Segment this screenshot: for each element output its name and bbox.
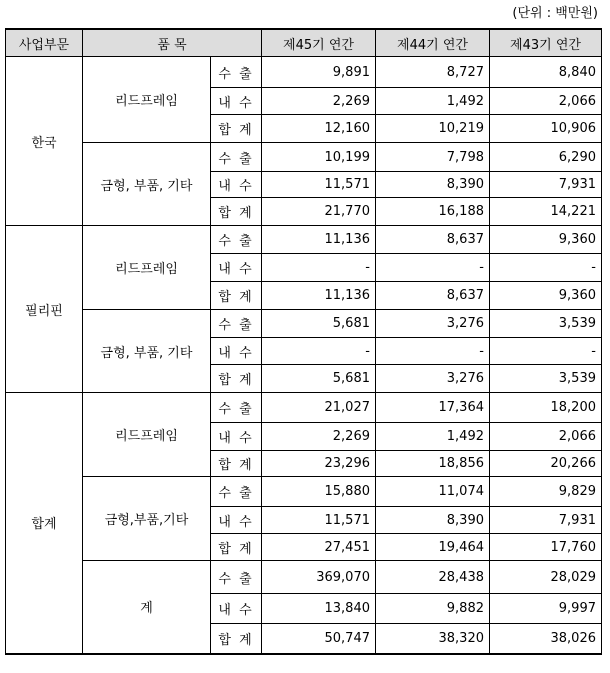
value-cell: 10,906 xyxy=(490,115,602,143)
sub-label-export: 수 출 xyxy=(211,561,262,594)
sub-label-export: 수 출 xyxy=(211,477,262,507)
value-cell: 38,026 xyxy=(490,624,602,654)
item-name: 리드프레임 xyxy=(83,226,211,310)
value-cell: 19,464 xyxy=(376,534,490,561)
sub-label-total: 합 계 xyxy=(211,451,262,477)
value-cell: 12,160 xyxy=(262,115,376,143)
value-cell: 21,027 xyxy=(262,393,376,423)
sub-label-domestic: 내 수 xyxy=(211,423,262,451)
value-cell: 11,136 xyxy=(262,282,376,310)
value-cell: - xyxy=(490,338,602,365)
value-cell: 8,637 xyxy=(376,226,490,254)
sub-label-export: 수 출 xyxy=(211,310,262,338)
value-cell: 7,798 xyxy=(376,143,490,172)
sub-label-total: 합 계 xyxy=(211,365,262,393)
value-cell: 23,296 xyxy=(262,451,376,477)
sub-label-export: 수 출 xyxy=(211,393,262,423)
value-cell: 5,681 xyxy=(262,365,376,393)
header-period-43: 제43기 연간 xyxy=(490,29,602,57)
value-cell: 11,074 xyxy=(376,477,490,507)
value-cell: 9,360 xyxy=(490,282,602,310)
value-cell: 6,290 xyxy=(490,143,602,172)
value-cell: 15,880 xyxy=(262,477,376,507)
value-cell: 27,451 xyxy=(262,534,376,561)
value-cell: 28,438 xyxy=(376,561,490,594)
value-cell: - xyxy=(262,254,376,282)
item-name: 금형, 부품, 기타 xyxy=(83,310,211,393)
value-cell: 2,066 xyxy=(490,88,602,115)
header-period-44: 제44기 연간 xyxy=(376,29,490,57)
value-cell: 8,840 xyxy=(490,57,602,88)
value-cell: 2,269 xyxy=(262,88,376,115)
value-cell: 9,891 xyxy=(262,57,376,88)
table-body xyxy=(6,57,602,654)
value-cell: 3,276 xyxy=(376,310,490,338)
sub-label-domestic: 내 수 xyxy=(211,594,262,624)
value-cell: 9,829 xyxy=(490,477,602,507)
table-row xyxy=(6,226,602,254)
value-cell: 11,571 xyxy=(262,507,376,534)
sub-label-total: 합 계 xyxy=(211,282,262,310)
sub-label-domestic: 내 수 xyxy=(211,88,262,115)
sub-label-domestic: 내 수 xyxy=(211,507,262,534)
value-cell: 8,727 xyxy=(376,57,490,88)
value-cell: 13,840 xyxy=(262,594,376,624)
value-cell: 1,492 xyxy=(376,423,490,451)
unit-label: (단위 : 백만원) xyxy=(512,6,598,21)
value-cell: 369,070 xyxy=(262,561,376,594)
sub-label-export: 수 출 xyxy=(211,143,262,172)
item-name: 리드프레임 xyxy=(83,57,211,143)
value-cell: - xyxy=(490,254,602,282)
table-row xyxy=(6,393,602,423)
value-cell: 38,320 xyxy=(376,624,490,654)
sub-label-domestic: 내 수 xyxy=(211,172,262,198)
value-cell: 7,931 xyxy=(490,172,602,198)
value-cell: - xyxy=(376,338,490,365)
value-cell: 3,539 xyxy=(490,365,602,393)
value-cell: 11,136 xyxy=(262,226,376,254)
header-item: 품 목 xyxy=(83,29,262,57)
value-cell: 8,637 xyxy=(376,282,490,310)
value-cell: 11,571 xyxy=(262,172,376,198)
value-cell: 9,882 xyxy=(376,594,490,624)
value-cell: 8,390 xyxy=(376,507,490,534)
header-period-45: 제45기 연간 xyxy=(262,29,376,57)
sub-label-total: 합 계 xyxy=(211,624,262,654)
value-cell: 28,029 xyxy=(490,561,602,594)
item-name: 리드프레임 xyxy=(83,393,211,477)
value-cell: 20,266 xyxy=(490,451,602,477)
table-row xyxy=(6,143,602,172)
sub-label-total: 합 계 xyxy=(211,198,262,226)
sub-label-domestic: 내 수 xyxy=(211,338,262,365)
item-name: 금형, 부품, 기타 xyxy=(83,143,211,226)
value-cell: - xyxy=(262,338,376,365)
value-cell: 16,188 xyxy=(376,198,490,226)
sub-label-total: 합 계 xyxy=(211,534,262,561)
table-row xyxy=(6,477,602,507)
value-cell: 10,219 xyxy=(376,115,490,143)
value-cell: 8,390 xyxy=(376,172,490,198)
item-name: 계 xyxy=(83,561,211,654)
segment-name: 한국 xyxy=(6,57,83,226)
value-cell: 50,747 xyxy=(262,624,376,654)
value-cell: 5,681 xyxy=(262,310,376,338)
value-cell: - xyxy=(376,254,490,282)
sub-label-export: 수 출 xyxy=(211,226,262,254)
header-segment: 사업부문 xyxy=(6,29,83,57)
header-row xyxy=(6,29,602,57)
value-cell: 10,199 xyxy=(262,143,376,172)
value-cell: 1,492 xyxy=(376,88,490,115)
value-cell: 2,269 xyxy=(262,423,376,451)
value-cell: 18,200 xyxy=(490,393,602,423)
value-cell: 21,770 xyxy=(262,198,376,226)
value-cell: 18,856 xyxy=(376,451,490,477)
table-row xyxy=(6,310,602,338)
table-row xyxy=(6,57,602,88)
value-cell: 2,066 xyxy=(490,423,602,451)
sales-table xyxy=(5,28,602,655)
table-row xyxy=(6,561,602,594)
value-cell: 9,997 xyxy=(490,594,602,624)
value-cell: 17,364 xyxy=(376,393,490,423)
value-cell: 14,221 xyxy=(490,198,602,226)
sub-label-export: 수 출 xyxy=(211,57,262,88)
segment-name: 합계 xyxy=(6,393,83,654)
value-cell: 3,539 xyxy=(490,310,602,338)
value-cell: 17,760 xyxy=(490,534,602,561)
segment-name: 필리핀 xyxy=(6,226,83,393)
value-cell: 3,276 xyxy=(376,365,490,393)
value-cell: 7,931 xyxy=(490,507,602,534)
item-name: 금형,부품,기타 xyxy=(83,477,211,561)
sub-label-domestic: 내 수 xyxy=(211,254,262,282)
sub-label-total: 합 계 xyxy=(211,115,262,143)
value-cell: 9,360 xyxy=(490,226,602,254)
